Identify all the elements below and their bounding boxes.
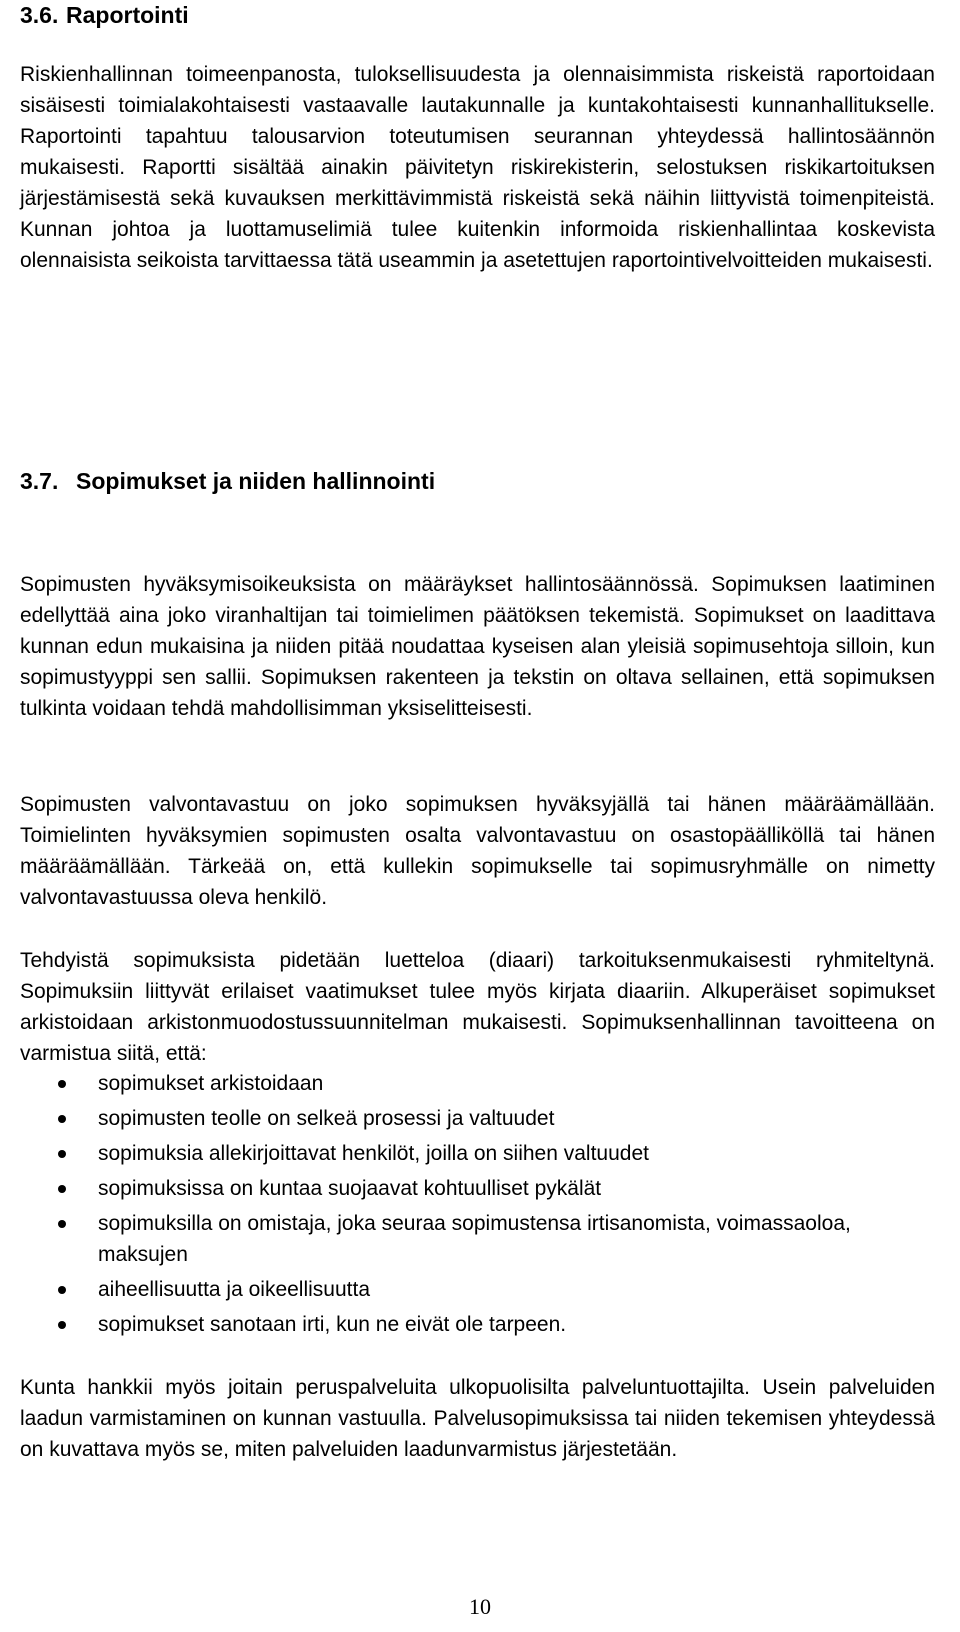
list-item	[20, 1309, 935, 1340]
list-item	[20, 1208, 935, 1270]
list-item	[20, 1173, 935, 1204]
list-item-text: aiheellisuutta ja oikeellisuutta	[98, 1278, 371, 1301]
bullet-icon	[58, 1150, 66, 1158]
list-item-text: sopimukset arkistoidaan	[98, 1072, 324, 1095]
section-title: Raportointi	[66, 2, 189, 28]
list-item	[20, 1138, 935, 1169]
list-item	[20, 1103, 935, 1134]
page-number: 10	[469, 1594, 491, 1619]
bullet-icon	[58, 1115, 66, 1123]
bullet-icon	[58, 1286, 66, 1294]
bullet-icon	[58, 1185, 66, 1193]
list-item-text: sopimuksia allekirjoittavat henkilöt, joilla on siihen valtuudet	[98, 1142, 649, 1165]
bullet-icon	[58, 1080, 66, 1088]
paragraph-raportointi: Riskienhallinnan toimeenpanosta, tuloksellisuudesta ja olennaisimmista riskeistä raportoidaan sisäisesti toimialakohtaisesti vastaavalle lautakunnalle ja kuntakohtaisesti kunnanhallitukselle. Raportointi tapahtuu talousarvion toteutumisen seurannan yhteydessä hallintosäännön mukaisesti. Raportti sisältää ainakin päivitetyn riskirekisterin, selostuksen riskikartoituksen järjestämisestä sekä kuvauksen merkittävimmistä riskeistä sekä näihin liittyvistä toimenpiteistä. Kunnan johtoa ja luottamuselimiä tulee kuitenkin informoida riskienhallintaa koskevista olennaisista seikoista tarvittaessa tätä useammin ja asetettujen raportointivelvoitteiden mukaisesti.	[20, 63, 935, 272]
paragraph-valvontavastuu: Sopimusten valvontavastuu on joko sopimuksen hyväksyjällä tai hänen määräämällään. Toimielinten hyväksymien sopimusten osalta valvontavastuu on osastopäälliköllä tai hänen määräämällään. Tärkeää on, että kullekin sopimukselle tai sopimusryhmälle on nimetty valvontavastuussa oleva henkilö.	[20, 793, 935, 909]
section-title: Sopimukset ja niiden hallinnointi	[76, 468, 436, 494]
section-number: 3.6.	[20, 2, 59, 28]
list-item	[20, 1068, 935, 1099]
bullet-icon	[58, 1321, 66, 1329]
section-heading-sopimukset	[20, 466, 435, 496]
list-item-text: sopimuksilla on omistaja, joka seuraa sopimustensa irtisanomista, voimassaoloa, maksujen	[98, 1212, 851, 1266]
paragraph-hyvaksymisoikeudet: Sopimusten hyväksymisoikeuksista on määräykset hallintosäännössä. Sopimuksen laatiminen edellyttää aina joko viranhaltijan tai toimielimen päätöksen tekemistä. Sopimukset on laadittava kunnan edun mukaisina ja niiden pitää noudattaa kyseisen alan yleisiä sopimusehtoja silloin, kun sopimustyyppi sen sallii. Sopimuksen rakenteen ja tekstin on oltava sellainen, että sopimuksen tulkinta voidaan tehdä mahdollisimman yksiselitteisesti.	[20, 573, 935, 720]
list-item-text: sopimukset sanotaan irti, kun ne eivät ole tarpeen.	[98, 1313, 567, 1336]
bullet-icon	[58, 1220, 66, 1228]
list-item-text: sopimuksissa on kuntaa suojaavat kohtuulliset pykälät	[98, 1177, 602, 1200]
objectives-bullet-list	[20, 1068, 935, 1344]
paragraph-luettelo: Tehdyistä sopimuksista pidetään luetteloa (diaari) tarkoituksenmukaisesti ryhmiteltynä. Sopimuksiin liittyvät erilaiset vaatimukset tulee myös kirjata diaariin. Alkuperäiset sopimukset arkistoidaan arkistonmuodostussuunnitelman mukaisesti. Sopimuksenhallinnan tavoitteena on varmistua siitä, että:	[20, 949, 935, 1065]
list-item	[20, 1274, 935, 1305]
list-item-text: sopimusten teolle on selkeä prosessi ja valtuudet	[98, 1107, 555, 1130]
section-number: 3.7.	[20, 468, 59, 494]
paragraph-palveluntuottajat: Kunta hankkii myös joitain peruspalveluita ulkopuolisilta palveluntuottajilta. Usein palveluiden laadun varmistaminen on kunnan vastuulla. Palvelusopimuksissa tai niiden tekemisen yhteydessä on kuvattava myös se, miten palveluiden laadunvarmistus järjestetään.	[20, 1376, 935, 1461]
section-heading-raportointi	[20, 0, 189, 30]
